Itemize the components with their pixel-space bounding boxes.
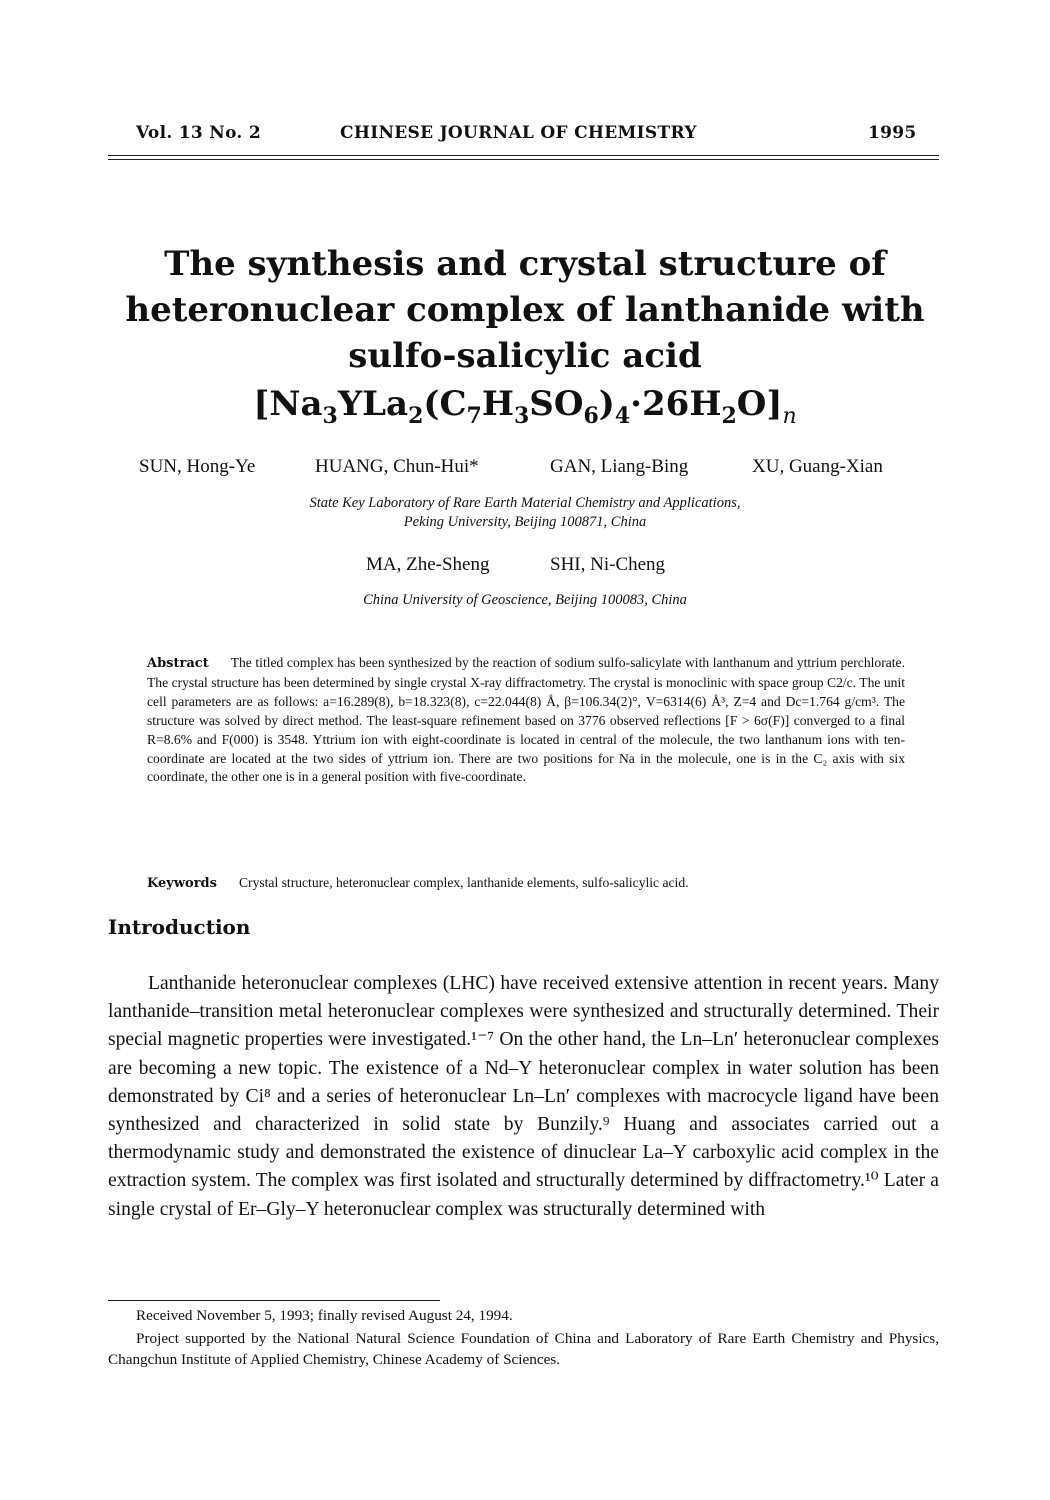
keywords	[147, 875, 689, 891]
article-title	[60, 241, 990, 379]
author: HUANG, Chun-Hui*	[315, 456, 479, 477]
section-heading-introduction: Introduction	[108, 915, 251, 939]
footnote-received: Received November 5, 1993; finally revised August 24, 1994.	[136, 1307, 513, 1324]
author: SHI, Ni-Cheng	[550, 554, 666, 575]
abstract	[147, 654, 905, 787]
header-volume: Vol. 13 No. 2	[136, 123, 261, 143]
header-rule-top	[108, 155, 939, 156]
author: MA, Zhe-Sheng	[366, 554, 490, 575]
header-journal: CHINESE JOURNAL OF CHEMISTRY	[340, 123, 697, 143]
title-formula: $[Na_3YLa_2(C_7H_3SO_6)_4\cdot 26H_2O]_n$	[253, 384, 797, 429]
title-line-3: sulfo-salicylic acid	[348, 336, 702, 376]
title-line-1: The synthesis and crystal structure of	[164, 244, 886, 284]
author: GAN, Liang-Bing	[550, 456, 689, 477]
header-rule-bottom	[108, 159, 939, 160]
affiliation-1-line-1: State Key Laboratory of Rare Earth Material Chemistry and Applications,	[309, 495, 741, 511]
abstract-label: Abstract	[147, 656, 209, 671]
keywords-label: Keywords	[147, 876, 217, 891]
introduction-body	[108, 970, 939, 1224]
title-line-2: heteronuclear complex of lanthanide with	[125, 290, 925, 330]
header-year: 1995	[868, 123, 917, 143]
footnote-rule	[108, 1300, 440, 1301]
introduction-paragraph: Lanthanide heteronuclear complexes (LHC) have received extensive attention in recent years. Many lanthanide–transition metal heteronuclear complexes were synthesized and structurally determined. Their special magnetic properties were investigated.¹⁻⁷ On the other hand, the Ln–Ln′ heteronuclear complexes are becoming a new topic. The existence of a Nd–Y heteronuclear complex in water solution has been demonstrated by Ci⁸ and a series of heteronuclear Ln–Ln′ complexes with macrocycle ligand have been synthesized and characterized in solid state by Bunzily.⁹ Huang and associates carried out a thermodynamic study and demonstrated the existence of dinuclear La–Y carboxylic acid complex in the extraction system. The complex was first isolated and structurally determined by diffractometry.¹⁰ Later a single crystal of Er–Gly–Y heteronuclear complex was structurally determined with	[108, 973, 939, 1220]
footnote-support: Project supported by the National Natural Science Foundation of China and Laboratory of Rare Earth Chemistry and Physics, Changchun Institute of Applied Chemistry, Chinese Academy of Sciences.	[108, 1330, 939, 1368]
abstract-text: The titled complex has been synthesized by the reaction of sodium sulfo-salicylate with lanthanum and yttrium perchlorate. The crystal structure has been determined by single crystal X-ray diffractometry. The crystal is monoclinic with space group C2/c. The unit cell parameters are as follows: a=16.289(8), b=18.323(8), c=22.044(8) Å, β=106.34(2)°, V=6314(6) Å³, Z=4 and Dc=1.764 g/cm³. The structure was solved by direct method. The least-square refinement based on 3776 observed reflections [F > 6σ(F)] converged to a final R=8.6% and F(000) is 3548. Yttrium ion with eight-coordinate is located in central of the molecule, the two lanthanum ions with ten-coordinate are located at the two sides of yttrium ion. There are two positions for Na in the molecule, one is in the C₂ axis with six coordinate, the other one is in a general position with five-coordinate.	[147, 655, 905, 785]
author: SUN, Hong-Ye	[139, 456, 256, 477]
author: XU, Guang-Xian	[752, 456, 883, 477]
keywords-text: Crystal structure, heteronuclear complex, lanthanide elements, sulfo-salicylic acid.	[238, 875, 689, 890]
affiliation-2: China University of Geoscience, Beijing 100083, China	[363, 592, 687, 608]
affiliation-1-line-2: Peking University, Beijing 100871, China	[403, 514, 647, 530]
affiliation-1	[60, 494, 990, 532]
